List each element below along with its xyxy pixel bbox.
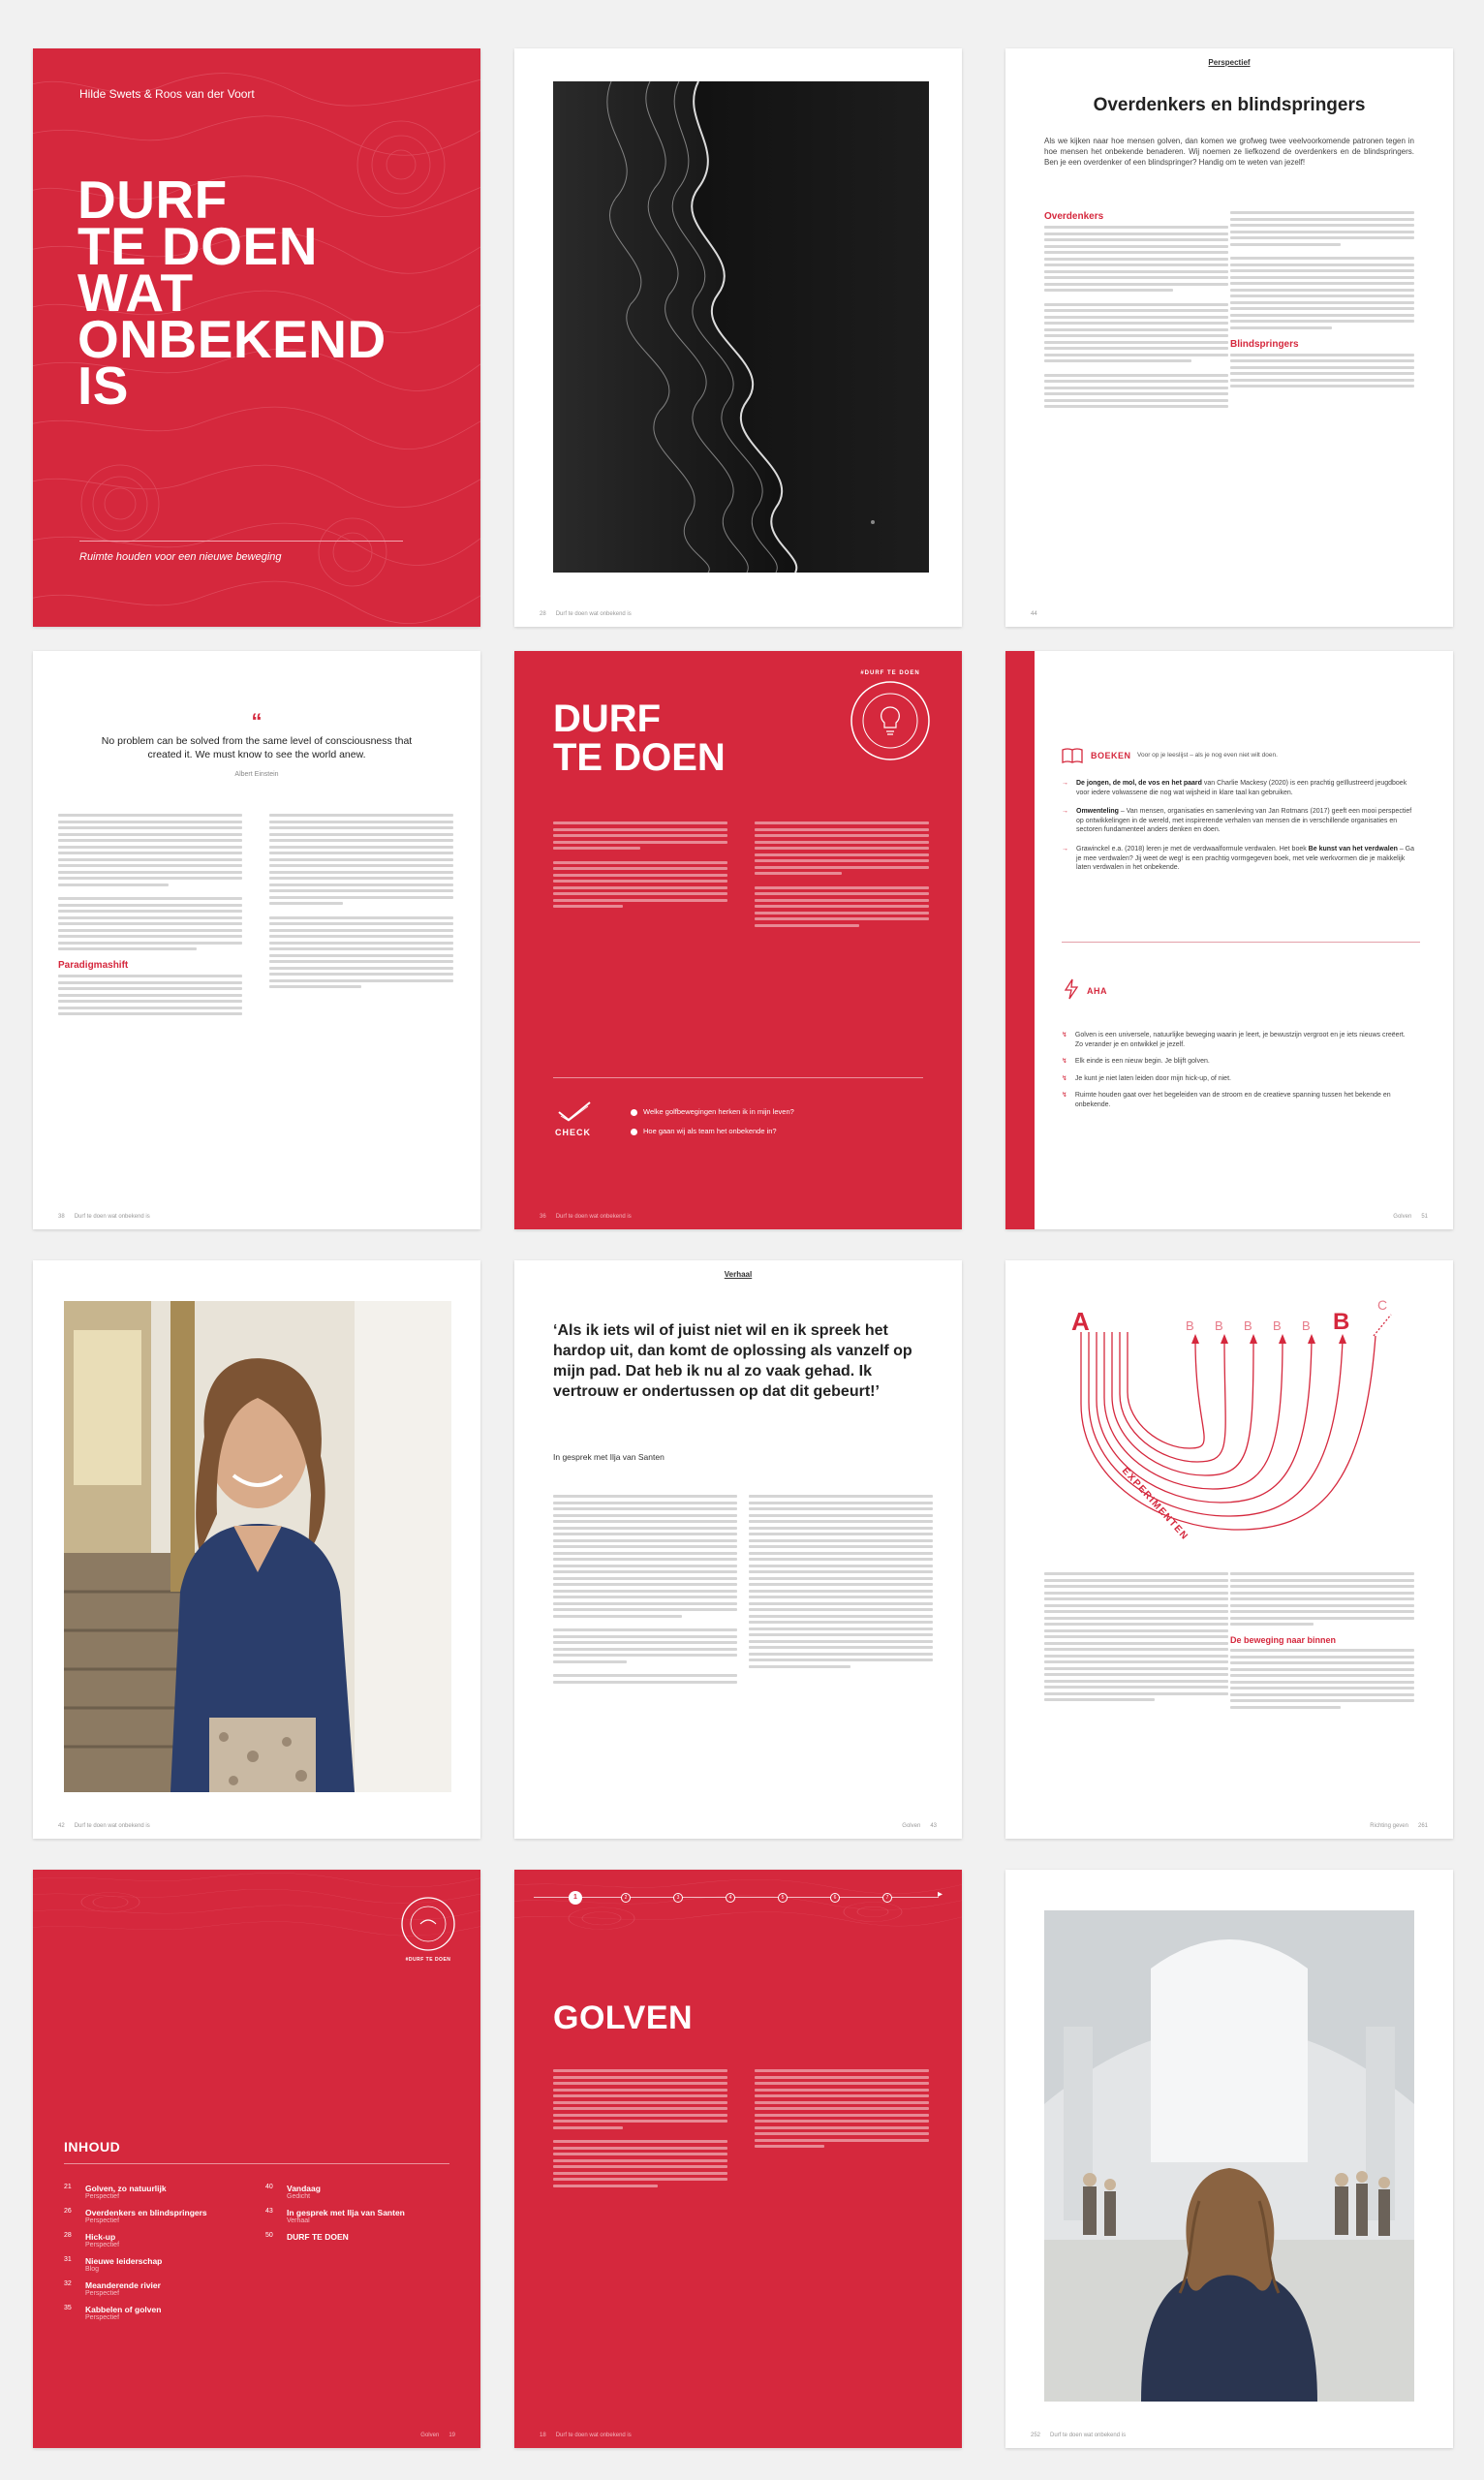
page-folio [58,1823,150,1829]
toc-entry-title: Golven, zo natuurlijk [85,2184,167,2193]
arrow-right-icon: ▸ [937,1889,943,1900]
durf-te-doen-badge-icon [848,678,933,763]
page-number: 19 [448,2433,455,2438]
text-block [1044,226,1228,408]
aha-item-text: Je kunt je niet laten leiden door mijn hick-up, of niet. [1074,1074,1231,1082]
section-header: Perspectief [1208,58,1251,67]
section-footer: Golven [1393,1214,1412,1220]
stepper-line [534,1897,939,1898]
column-left [553,1495,737,1687]
text-block [1230,211,1414,329]
label-b: B [1302,1318,1311,1333]
toc-entry[interactable] [265,2232,449,2242]
toc-entry-title: DURF TE DOEN [287,2232,349,2242]
toc-entry[interactable] [265,2184,449,2200]
label-a: A [1071,1307,1090,1336]
toc-entry-category: Perspectief [85,2193,120,2200]
column-left [58,814,242,1019]
book-title-footer: Durf te doen wat onbekend is [74,1823,150,1829]
section-header: Verhaal [724,1270,753,1279]
exercise-title [553,699,726,777]
page-number: 38 [58,1214,65,1220]
toc-page-number: 32 [64,2280,72,2287]
arrow-right-icon: → [1062,808,1068,816]
aha-item [1062,1057,1414,1067]
badge-text: #DURF TE DOEN [405,1957,451,1963]
book-list [1062,779,1420,873]
title-line: DURF [553,698,662,740]
toc-entry[interactable] [265,2208,449,2224]
page-number: 252 [1031,2433,1041,2438]
section-footer: Richting geven [1370,1823,1408,1829]
step[interactable]: 5 [778,1893,788,1903]
column-right [1230,1572,1414,1712]
article-intro: Als we kijken naar hoe mensen golven, dan komen we grofweg twee veelvoorkomende patronen tegen in hoe mensen het onbekende benaderen. Wij noemen ze liefkozend de overdenkers en de blindspringers. Ben je een overdenker of een blindspringer? Handig om te weten van jezelf! [1044,137,1414,167]
column-left [553,2069,727,2190]
page-number: 28 [540,611,546,617]
check-divider [553,1077,923,1078]
book-description: – Ga je mee verdwalen? Jij weet de weg! is een prachtig vormgegeven boek, met vele werkvormen die je makkelijk laten verdwalen in het onbekende. [1076,845,1414,872]
article-title: Overdenkers en blindspringers [1093,95,1366,115]
column-right [1230,211,1414,391]
lightning-bullet-icon: ↯ [1062,1092,1067,1100]
checkmark-icon [557,1100,592,1122]
aha-item-text: Golven is een universele, natuurlijke beweging waarin je leert, je bewustzijn vergroot en je iets nieuws creëert. Zo verander je en ontwikkel je jezelf. [1074,1032,1406,1048]
check-label: CHECK [555,1128,592,1137]
label-b: B [1215,1318,1223,1333]
diagram-page-experimenten [1005,1260,1453,1839]
page-folio [1393,1214,1428,1220]
step[interactable]: 7 [882,1893,892,1903]
toc-entry[interactable] [64,2256,248,2273]
title-line: TE DOEN [77,216,318,276]
toc-entry-category: Perspectief [85,2217,120,2224]
resources-page-boeken-aha [1005,651,1453,1229]
page-number: 42 [58,1823,65,1829]
arrow-right-icon: → [1062,845,1068,852]
cover-divider [79,541,403,542]
title-line: IS [77,356,129,416]
step[interactable]: 1 [569,1891,582,1905]
article-page-quote [33,651,480,1229]
beach-waves-photo [553,81,929,573]
page-folio [902,1823,937,1829]
section-footer: Golven [420,2433,440,2438]
toc-page-number: 21 [64,2184,72,2190]
check-item [631,1122,794,1141]
section-footer: Golven [902,1823,921,1829]
page-folio [1031,2433,1126,2438]
toc-entry-category: Blog [85,2266,100,2273]
label-c: C [1377,1297,1388,1313]
book-description: Grawinckel e.a. (2018) leren je met de verdwaalformule verdwalen. Het boek [1076,845,1309,852]
page-folio [1031,611,1037,617]
author-names: Hilde Swets & Roos van der Voort [79,87,255,101]
chapter-page-golven [514,1870,962,2448]
toc-page-number: 26 [64,2208,72,2215]
column-right [755,2069,929,2152]
cover-title [77,170,386,416]
experiment-diagram [1054,1297,1412,1559]
book-item [1062,779,1420,797]
column-right [749,1495,933,1671]
toc-entry[interactable] [64,2305,248,2321]
subheading: Paradigmashift [58,960,129,971]
step[interactable]: 3 [673,1893,683,1903]
book-description: – Van mensen, organisaties en samenleving van Jan Rotmans (2017) geeft een mooi perspectief op ontwikkelingen in de wereld, met inspirerende verhalen van mensen die in verschillende organisaties en sectoren fundamenteel anders denken en doen. [1076,808,1412,834]
toc-left-column [64,2184,248,2321]
book-description: van Charlie Mackesy (2020) is een prachtig geïllustreerd jeugdboek voor iedere volwassene die nog wat wijsheid in klare taal kan gebruiken. [1076,780,1407,796]
toc-page-number: 31 [64,2256,72,2263]
toc-entry-category: Perspectief [85,2290,120,2297]
title-line: WAT [77,263,194,323]
page-folio [1370,1823,1428,1829]
aha-label: AHA [1087,986,1107,996]
book-item [1062,845,1420,873]
label-b: B [1186,1318,1194,1333]
toc-page-number: 28 [64,2232,72,2239]
page-number: 44 [1031,611,1037,617]
book-title: Be kunst van het verdwalen [1308,845,1398,852]
toc-title: INHOUD [64,2139,121,2154]
toc-page-number: 40 [265,2184,273,2190]
title-line: ONBEKEND [77,309,386,369]
book-title-footer: Durf te doen wat onbekend is [1050,2433,1127,2438]
column-right [269,814,453,992]
toc-entry-category: Verhaal [287,2217,310,2224]
aha-item [1062,1074,1414,1084]
badge-text: #DURF TE DOEN [860,670,920,676]
toc-entry[interactable] [64,2208,248,2224]
red-side-bar [1005,651,1035,1229]
book-title: De jongen, de mol, de vos en het paard [1076,780,1202,787]
aha-list [1062,1031,1414,1110]
boeken-label: BOEKEN [1091,751,1131,760]
lightning-bullet-icon: ↯ [1062,1074,1067,1082]
subheading: Overdenkers [1044,211,1104,222]
toc-entry-category: Perspectief [85,2242,120,2248]
boeken-note: Voor op je leeslijst – als je nog even niet wilt doen. [1137,752,1278,759]
text-block [1230,354,1414,388]
checkbox-icon [631,1129,637,1135]
arrow-right-icon: → [1062,780,1068,787]
label-b: B [1273,1318,1282,1333]
article-page-overdenkers [1005,48,1453,627]
step[interactable]: 6 [830,1893,840,1903]
page-number: 43 [930,1823,937,1829]
toc-entry-category: Gedicht [287,2193,311,2200]
toc-entry-title: Nieuwe leiderschap [85,2256,163,2266]
toc-entry-category: Perspectief [85,2314,120,2321]
toc-page-number: 43 [265,2208,273,2215]
check-list [631,1102,794,1141]
toc-divider [64,2163,449,2164]
book-icon [1062,748,1083,763]
page-folio [540,611,632,617]
interview-subtitle: In gesprek met Ilja van Santen [553,1452,665,1462]
title-line: TE DOEN [553,736,726,779]
book-title: Omwenteling [1076,808,1119,816]
cover-page [33,48,480,627]
column-left [1044,1572,1228,1705]
column-left [1044,211,1228,412]
toc-entry-title: In gesprek met Ilja van Santen [287,2208,405,2217]
check-item-text: Hoe gaan wij als team het onbekende in? [643,1127,777,1135]
page-folio [540,2433,632,2438]
toc-page-inhoud [33,1870,480,2448]
toc-entry-title: Meanderende rivier [85,2280,161,2290]
curve-label: EXPERIMENTEN [1119,1466,1190,1543]
book-item [1062,807,1420,835]
book-title-footer: Durf te doen wat onbekend is [555,2433,632,2438]
quote-mark: “ [251,709,263,733]
title-line: DURF [77,170,228,230]
page-number: 261 [1417,1823,1428,1829]
page-number: 36 [540,1214,546,1220]
toc-entry-title: Hick-up [85,2232,116,2242]
check-item-text: Welke golfbewegingen herken ik in mijn leven? [643,1107,794,1116]
aha-item-text: Ruimte houden gaat over het begeleiden van de stroom en de creatieve spanning tussen het bekende en onbekende. [1074,1092,1391,1108]
label-b: B [1244,1318,1252,1333]
check-item [631,1102,794,1122]
toc-entry[interactable] [64,2280,248,2297]
lightning-bullet-icon: ↯ [1062,1058,1067,1066]
step[interactable]: 4 [726,1893,735,1903]
interview-quote: ‘Als ik iets wil of juist niet wil en ik spreek het hardop uit, dan komt de oplossing als vanzelf op mijn pad. Dat heb ik nu al zo vaak gehad. Ik vertrouw er ondertussen op dat dit gebeurt!’ [553,1322,912,1400]
durf-te-doen-badge-icon [399,1895,457,1953]
aha-item [1062,1091,1414,1109]
subheading: De beweging naar binnen [1230,1635,1337,1645]
toc-entry-title: Kabbelen of golven [85,2305,162,2314]
page-folio [420,2433,455,2438]
woman-portrait-photo [64,1301,451,1792]
toc-entry[interactable] [64,2232,248,2248]
page-number: 18 [540,2433,546,2438]
toc-page-number: 50 [265,2232,273,2239]
interview-page [514,1260,962,1839]
pull-quote: No problem can be solved from the same level of consciousness that created it. We must know to see the world anew. [101,735,413,760]
subheading: Blindspringers [1230,338,1299,350]
lightning-icon [1064,978,1079,1000]
column-left [553,822,727,912]
label-b-big: B [1333,1309,1350,1335]
aha-item [1062,1031,1414,1049]
toc-page-number: 35 [64,2305,72,2311]
exercise-page-durf-te-doen [514,651,962,1229]
toc-entry-title: Overdenkers en blindspringers [85,2208,207,2217]
progress-stepper [534,1891,943,1905]
lightning-bullet-icon: ↯ [1062,1032,1067,1038]
photo-page-beach [514,48,962,627]
section-divider [1062,942,1420,943]
aha-item-text: Elk einde is een nieuw begin. Je blijft golven. [1074,1058,1210,1066]
book-title-footer: Durf te doen wat onbekend is [555,1214,632,1220]
woman-in-church-photo [1044,1910,1414,2402]
toc-right-column [265,2184,449,2242]
page-folio [58,1214,150,1220]
chapter-title: GOLVEN [553,2000,694,2036]
checkbox-icon [631,1109,637,1116]
quote-attribution: Albert Einstein [234,771,279,778]
step[interactable]: 2 [621,1893,631,1903]
photo-page-church [1005,1870,1453,2448]
column-right [755,822,929,930]
toc-entry[interactable] [64,2184,248,2200]
cover-subtitle: Ruimte houden voor een nieuwe beweging [79,551,282,563]
page-number: 51 [1421,1214,1428,1220]
page-folio [540,1214,632,1220]
photo-page-portrait [33,1260,480,1839]
book-title-footer: Durf te doen wat onbekend is [555,611,632,617]
toc-entry-title: Vandaag [287,2184,321,2193]
book-title-footer: Durf te doen wat onbekend is [74,1214,150,1220]
